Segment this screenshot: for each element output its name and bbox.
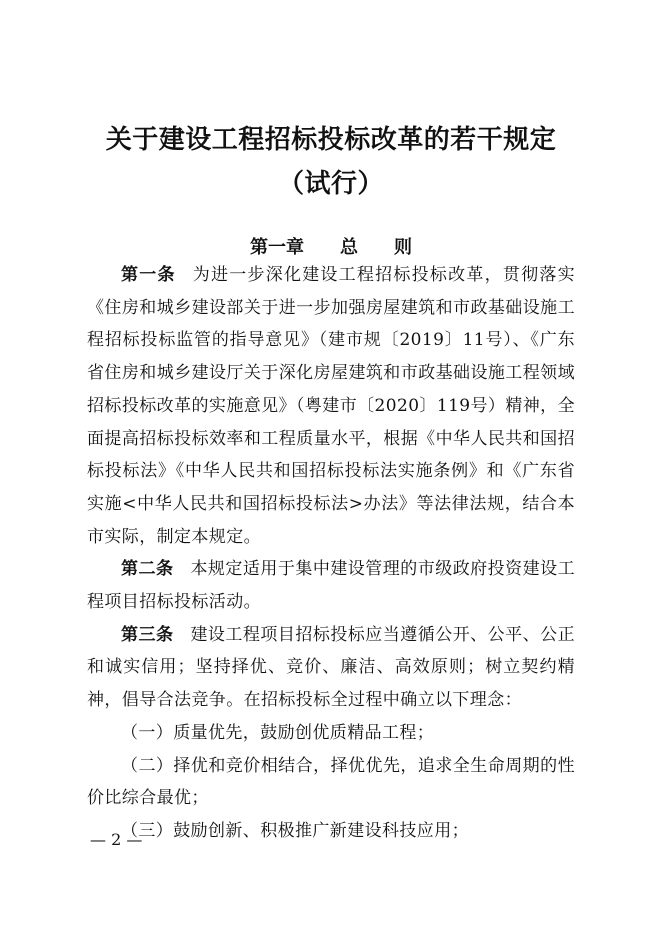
list-item: （二）择优和竞价相结合，择优优先，追求全生命周期的性价比综合最优； [87, 755, 575, 809]
document-subtitle: （试行） [277, 169, 384, 199]
chapter-heading: 第一章 总 则 [250, 237, 412, 258]
article-3-label: 第三条 [121, 624, 174, 645]
article-2-label: 第二条 [121, 559, 174, 580]
article-1 [87, 259, 575, 553]
article-1-label: 第一条 [121, 265, 176, 285]
document-body [87, 259, 575, 848]
article-2-text: 本规定适用于集中建设管理的市级政府投资建设工程项目招标投标活动。 [87, 559, 575, 613]
document-title: 关于建设工程招标投标改革的若干规定 [105, 125, 557, 155]
article-1-text: 为进一步深化建设工程招标投标改革，贯彻落实《住房和城乡建设部关于进一步加强房屋建筑和市政基础设施工程招标投标监管的指导意见》（建市规〔2019〕11号）、《广东省住房和城乡建设厅关于深化房屋建筑和市政基础设施工程领域招标投标改革的实施意见》（粤建市〔2020〕119号）精神，全面提高招标投标效率和工程质量水平，根据《中华人民共和国招标投标法》《中华人民共和国招标投标法实施条例》和《广东省实施<中华人民共和国招标投标法>办法》等法律法规，结合本市实际，制定本规定。 [87, 265, 575, 547]
list-item: （三）鼓励创新、积极推广新建设科技应用； [121, 820, 469, 841]
article-2 [87, 553, 575, 618]
article-3 [87, 619, 575, 717]
page-number: — 2 — [90, 830, 143, 849]
article-3-text: 建设工程项目招标投标应当遵循公开、公平、公正和诚实信用；坚持择优、竞价、廉洁、高效原则；树立契约精神，倡导合法竞争。在招标投标全过程中确立以下理念： [87, 624, 575, 711]
list-item: （一）质量优先，鼓励创优质精品工程； [121, 722, 435, 743]
